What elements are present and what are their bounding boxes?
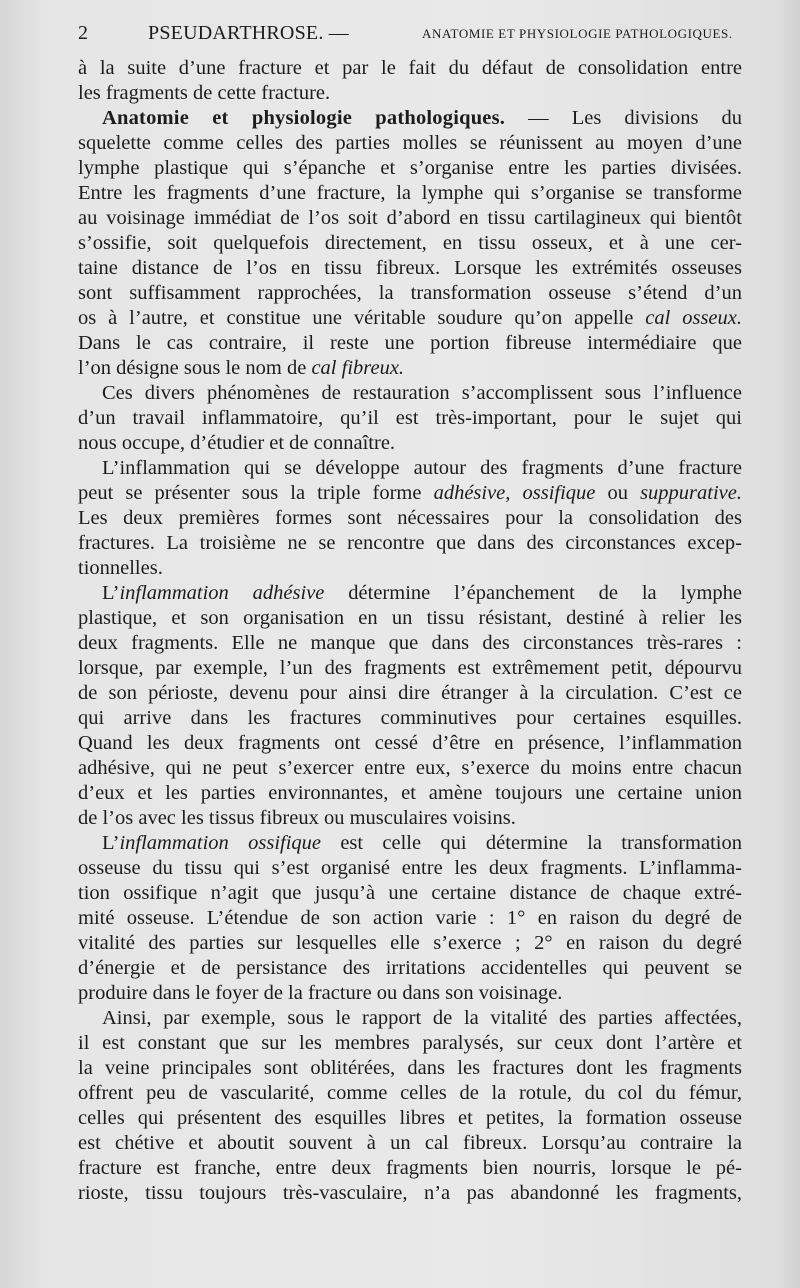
- text-run: vitalité des parties sur lesquelles elle s’exerce ; 2° en raison du degré: [78, 932, 742, 954]
- text-line: [78, 781, 742, 806]
- text-line: [78, 1056, 742, 1081]
- text-line: [78, 831, 742, 856]
- text-line: [78, 631, 742, 656]
- text-run: L’: [102, 832, 120, 854]
- text-line: [78, 956, 742, 981]
- text-line: [78, 356, 742, 381]
- text-line: [78, 431, 742, 456]
- text-run: nous occupe, d’étudier et de connaître.: [78, 432, 396, 454]
- text-run: il est constant que sur les membres paralysés, sur ceux dont l’artère et: [78, 1032, 742, 1054]
- text-line: [78, 106, 742, 131]
- text-line: [78, 1131, 742, 1156]
- text-run: détermine l’épanchement de la lymphe: [324, 582, 742, 604]
- text-run: plastique, et son organisation en un tissu résistant, destiné à relier les: [78, 607, 742, 629]
- text-line: [78, 181, 742, 206]
- body-text: [78, 56, 742, 1206]
- text-run: tion ossifique n’agit que jusqu’à une certaine distance de chaque extré-: [78, 882, 742, 904]
- text-line: [78, 81, 742, 106]
- text-run: L’inflammation qui se développe autour des fragments d’une fracture: [102, 457, 742, 479]
- text-run: Entre les fragments d’une fracture, la lymphe qui s’organise se transforme: [78, 182, 742, 204]
- page-edge-shadow: [776, 0, 800, 1288]
- text-run: lymphe plastique qui s’épanche et s’organise entre les parties divisées.: [78, 157, 742, 179]
- text-run: sont suffisamment rapprochées, la transformation osseuse s’étend d’un: [78, 282, 742, 304]
- text-line: [78, 1181, 742, 1206]
- text-run: de l’os avec les tissus fibreux ou musculaires voisins.: [78, 807, 516, 829]
- text-line: [78, 1006, 742, 1031]
- text-line: [78, 406, 742, 431]
- text-run: celles qui présentent des esquilles libres et petites, la formation osseuse: [78, 1107, 742, 1129]
- text-run: d’eux et les parties environnantes, et amène toujours une certaine union: [78, 782, 742, 804]
- text-run: taine distance de l’os en tissu fibreux. Lorsque les extrémités osseuses: [78, 257, 742, 279]
- text-run: Ainsi, par exemple, sous le rapport de la vitalité des parties affectées,: [102, 1007, 742, 1029]
- text-run: deux fragments. Elle ne manque que dans des circonstances très-rares :: [78, 632, 742, 654]
- text-line: [78, 331, 742, 356]
- text-line: [78, 481, 742, 506]
- text-run: Ces divers phénomènes de restauration s’accomplissent sous l’influence: [102, 382, 742, 404]
- text-run: produire dans le foyer de la fracture ou dans son voisinage.: [78, 982, 563, 1004]
- italic-term: suppurative.: [640, 482, 742, 504]
- text-line: [78, 1031, 742, 1056]
- italic-term: cal fibreux.: [311, 357, 405, 379]
- text-line: [78, 1081, 742, 1106]
- text-run: l’on désigne sous le nom de: [78, 357, 312, 379]
- text-line: [78, 281, 742, 306]
- text-line: [78, 706, 742, 731]
- text-run: est chétive et aboutit souvent à un cal fibreux. Lorsqu’au contraire la: [78, 1132, 742, 1154]
- text-run: Dans le cas contraire, il reste une portion fibreuse intermédiaire que: [78, 332, 742, 354]
- italic-term: inflammation adhésive: [119, 582, 325, 604]
- text-run: est celle qui détermine la transformation: [321, 832, 742, 854]
- text-line: [78, 256, 742, 281]
- text-line: [78, 306, 742, 331]
- text-run: osseuse du tissu qui s’est organisé entre les deux fragments. L’inflamma-: [78, 857, 742, 879]
- text-run: offrent peu de vascularité, comme celles de la rotule, du col du fémur,: [78, 1082, 742, 1104]
- text-run: peut se présenter sous la triple forme: [78, 482, 434, 504]
- text-line: [78, 56, 742, 81]
- text-line: [78, 156, 742, 181]
- text-line: [78, 1106, 742, 1131]
- page-number: 2: [78, 22, 88, 44]
- text-run: fracture est franche, entre deux fragments bien nourris, lorsque le pé-: [78, 1157, 742, 1179]
- text-run: d’énergie et de persistance des irritations accidentelles qui peuvent se: [78, 957, 742, 979]
- text-run: au voisinage immédiat de l’os soit d’abord en tissu cartilagineux qui bientôt: [78, 207, 742, 229]
- italic-term: inflammation ossifique: [119, 832, 322, 854]
- text-run: os à l’autre, et constitue une véritable soudure qu’on appelle: [78, 307, 646, 329]
- running-title: PSEUDARTHROSE. —: [148, 22, 349, 44]
- text-line: [78, 606, 742, 631]
- text-line: [78, 456, 742, 481]
- text-run: les fragments de cette fracture.: [78, 82, 331, 104]
- text-line: [78, 906, 742, 931]
- text-line: [78, 806, 742, 831]
- text-line: [78, 931, 742, 956]
- text-run: squelette comme celles des parties molles se réunissent au moyen d’une: [78, 132, 742, 154]
- text-run: Les deux premières formes sont nécessaires pour la consolidation des: [78, 507, 742, 529]
- italic-term: cal osseux.: [645, 307, 742, 329]
- text-run: tionnelles.: [78, 557, 163, 579]
- text-run: fractures. La troisième ne se rencontre que dans des circonstances excep-: [78, 532, 742, 554]
- text-line: [78, 731, 742, 756]
- text-line: [78, 981, 742, 1006]
- text-run: — Les divisions du: [505, 107, 742, 129]
- text-line: [78, 881, 742, 906]
- text-line: [78, 556, 742, 581]
- text-line: [78, 581, 742, 606]
- text-line: [78, 506, 742, 531]
- text-run: mité osseuse. L’étendue de son action varie : 1° en raison du degré de: [78, 907, 742, 929]
- text-run: s’ossifie, soit quelquefois directement, en tissu osseux, et à une cer-: [78, 232, 742, 254]
- text-run: adhésive, qui ne peut s’exercer entre eux, s’exerce du moins entre chacun: [78, 757, 742, 779]
- text-run: ou: [595, 482, 641, 504]
- text-run: lorsque, par exemple, l’un des fragments est extrêmement petit, dépourvu: [78, 657, 742, 679]
- text-run: la veine principales sont oblitérées, dans les fractures dont les fragments: [78, 1057, 742, 1079]
- text-run: à la suite d’une fracture et par le fait du défaut de consolidation entre: [78, 57, 742, 79]
- text-line: [78, 856, 742, 881]
- italic-term: adhésive, ossifique: [433, 482, 596, 504]
- text-run: qui arrive dans les fractures comminutives pour certaines esquilles.: [78, 707, 742, 729]
- text-line: [78, 681, 742, 706]
- text-line: [78, 756, 742, 781]
- text-run: de son périoste, devenu pour ainsi dire étranger à la circulation. C’est ce: [78, 682, 742, 704]
- text-line: [78, 206, 742, 231]
- running-subtitle: ANATOMIE ET PHYSIOLOGIE PATHOLOGIQUES.: [422, 26, 733, 41]
- text-line: [78, 231, 742, 256]
- text-line: [78, 1156, 742, 1181]
- text-line: [78, 531, 742, 556]
- text-run: Quand les deux fragments ont cessé d’être en présence, l’inflammation: [78, 732, 742, 754]
- text-line: [78, 656, 742, 681]
- text-run: rioste, tissu toujours très-vasculaire, n’a pas abandonné les fragments,: [78, 1182, 742, 1204]
- text-line: [78, 131, 742, 156]
- text-run: d’un travail inflammatoire, qu’il est très-important, pour le sujet qui: [78, 407, 742, 429]
- text-line: [78, 381, 742, 406]
- text-run: L’: [102, 582, 120, 604]
- running-header: [78, 20, 742, 46]
- section-heading: Anatomie et physiologie pathologiques.: [102, 107, 506, 129]
